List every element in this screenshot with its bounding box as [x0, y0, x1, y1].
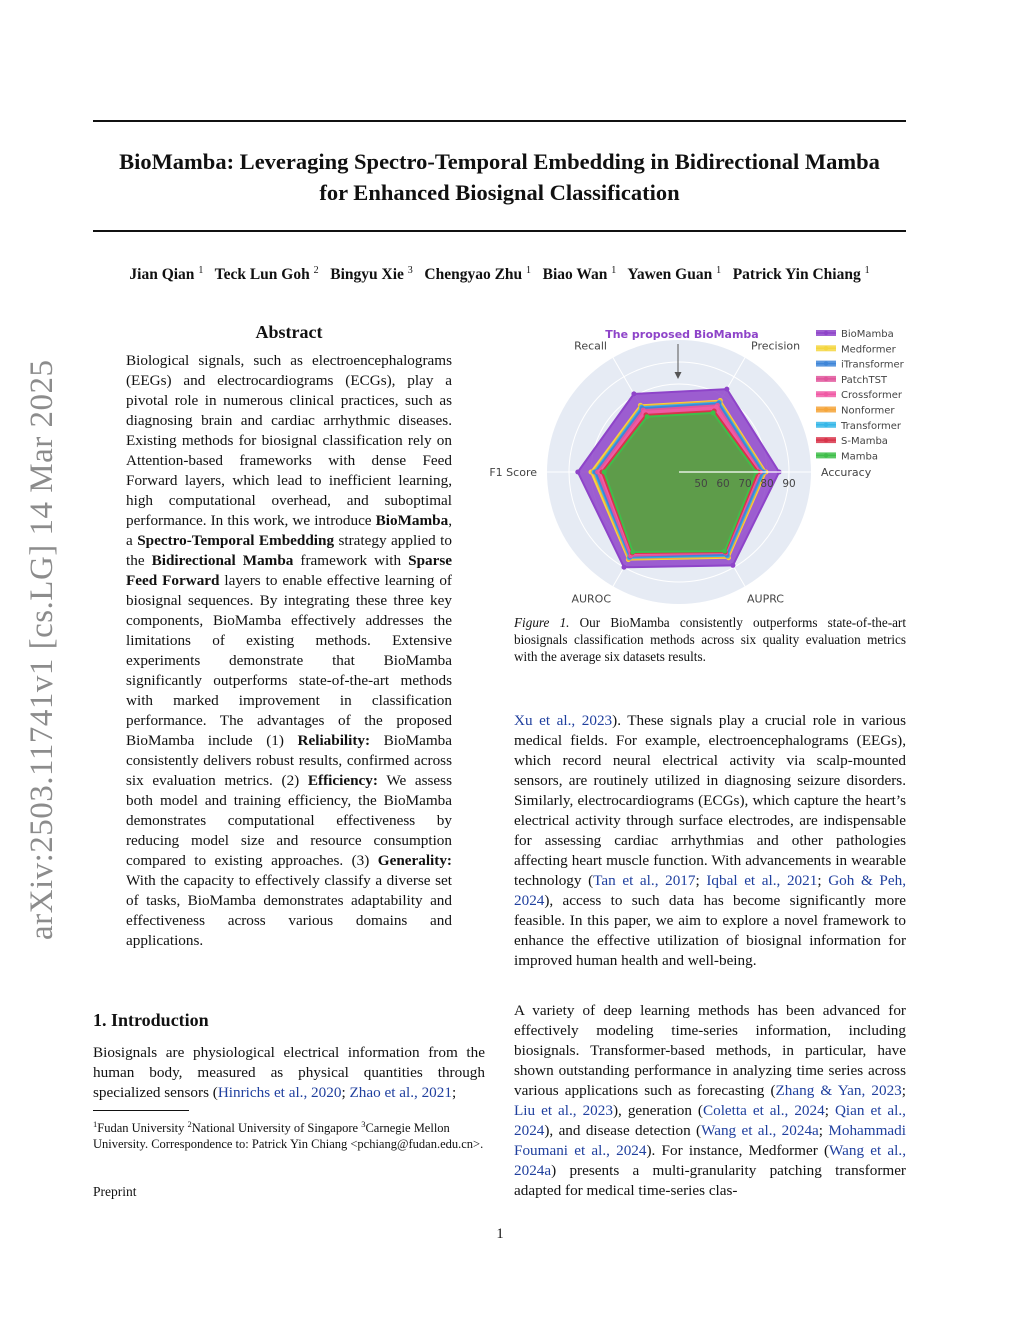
legend-label: PatchTST: [841, 374, 888, 386]
radial-tick-label: 60: [716, 478, 730, 490]
radial-tick-label: 80: [760, 478, 774, 490]
legend-label: S-Mamba: [841, 436, 888, 448]
author: Patrick Yin Chiang $^1$: [732, 265, 870, 284]
radar-chart: [489, 322, 910, 607]
author: Bingyu Xie $^3$: [330, 265, 413, 284]
citation-link[interactable]: Mohammadi Foumani et al., 2024: [514, 1122, 906, 1159]
legend-marker: [824, 377, 828, 381]
axis-label: AUPRC: [747, 592, 784, 606]
radar-point: [645, 414, 650, 419]
axis-label: Precision: [751, 339, 801, 353]
citation-link[interactable]: Iqbal et al., 2021: [706, 872, 818, 889]
author: Jian Qian $^1$: [129, 265, 204, 284]
radar-point: [730, 563, 735, 568]
radial-tick-label: 50: [694, 478, 708, 490]
section-heading-introduction: 1. Introduction: [93, 1010, 209, 1030]
radial-tick-label: 90: [782, 478, 796, 490]
author: Biao Wan $^1$: [542, 265, 617, 284]
citation-link[interactable]: Zhang & Yan, 2023: [775, 1082, 902, 1099]
axis-label: AUROC: [571, 592, 611, 606]
radial-tick-label: 70: [738, 478, 752, 490]
title-rule-top: [93, 120, 906, 122]
legend-marker: [824, 392, 828, 396]
author-list: [93, 265, 906, 284]
legend-marker: [824, 346, 828, 350]
page-number: 1: [496, 1226, 504, 1242]
radar-point: [631, 391, 636, 396]
citation-link[interactable]: Goh & Peh, 2024: [514, 872, 906, 909]
axis-label: Accuracy: [821, 466, 872, 479]
radar-point: [622, 565, 627, 570]
author: Yawen Guan $^1$: [627, 265, 722, 284]
arxiv-sidebar-stamp: arXiv:2503.11741v1 [cs.LG] 14 Mar 2025: [24, 359, 60, 940]
legend-label: BioMamba: [841, 329, 894, 340]
radar-point: [724, 387, 729, 392]
citation-link[interactable]: Hinrichs et al., 2020: [217, 1084, 342, 1101]
legend-marker: [824, 331, 828, 335]
axis-label: Recall: [574, 339, 607, 353]
citation-link[interactable]: Wang et al., 2024a: [514, 1142, 906, 1179]
title-line-2: for Enhanced Biosignal Classification: [319, 180, 680, 205]
figure-caption: Figure 1. Our BioMamba consistently outperforms state-of-the-art biosignals classification methods across six quality evaluation metrics with the average six datasets results.: [514, 615, 906, 664]
legend-label: Mamba: [841, 451, 878, 463]
affiliation-footnote: $^1$Fudan University $^2$National University of Singapore $^3$Carnegie Mellon University. Correspondence to: Patrick Yin Chiang <pchiang@fudan.edu.cn>.: [93, 1119, 484, 1152]
legend-label: iTransformer: [841, 359, 904, 371]
footnote-rule: [93, 1110, 189, 1111]
paper-title: [93, 146, 906, 208]
legend-label: Transformer: [841, 420, 902, 432]
abstract-body: Biological signals, such as electroencephalograms (EEGs) and electrocardiograms (ECGs), play a pivotal role in numerous clinical practices, such as diagnosing brain and cardiac arrhythmic diseases. Existing methods for biosignal classification rely on Attention-based frameworks with dense Feed Forward layers, which lead to inefficient learning, high computational overhead, and suboptimal performance. In this work, we introduce BioMamba, a Spectro-Temporal Embedding strategy applied to the Bidirectional Mamba framework with Sparse Feed Forward layers to enable effective learning of biosignal sequences. By integrating these three key components, BioMamba effectively addresses the limitations of existing methods. Extensive experiments demonstrate that BioMamba significantly outperforms state-of-the-art methods with marked improvement in classification performance. The advantages of the proposed BioMamba include (1) Reliability: BioMamba consistently delivers robust results, confirmed across six evaluation metrics. (2) Efficiency: We assess both model and training efficiency, the BioMamba demonstrates computational effectiveness by reducing model size and resource consumption compared to existing approaches. (3) Generality: With the capacity to effectively classify a diverse set of tasks, BioMamba demonstrates adaptability and effectiveness across various domains and applications.: [126, 352, 453, 949]
citation-link[interactable]: Zhao et al., 2021: [349, 1084, 452, 1101]
legend-marker: [824, 361, 828, 365]
legend-label: Medformer: [841, 344, 896, 356]
title-rule-bottom: [93, 230, 906, 232]
radar-point: [722, 549, 727, 554]
citation-link[interactable]: Coletta et al., 2024: [702, 1102, 825, 1119]
legend-marker: [824, 453, 828, 457]
citation-link[interactable]: Xu et al., 2023: [514, 712, 613, 729]
title-line-1: BioMamba: Leveraging Spectro-Temporal Embedding in Bidirectional Mamba: [119, 149, 880, 174]
chart-annotation: The proposed BioMamba: [605, 328, 759, 341]
right-col-paragraph-1: Xu et al., 2023). These signals play a crucial role in various medical fields. For example, electroencephalograms (EEGs), which record neural electrical activity via scalp-mounted sensors, are routinely utilized in diagnosing seizure disorders. Similarly, electrocardiograms (ECGs), which capture the heart’s electrical activity through surface electrodes, are indispensable for assessing cardiac arrhythmias and other pathologies affecting heart muscle function. With advancements in wearable technology (Tan et al., 2017; Iqbal et al., 2021; Goh & Peh, 2024), access to such data has become significantly more feasible. In this paper, we aim to explore a novel framework to enhance the effective utilization of biosignal information for improved human health and well-being.: [514, 712, 906, 969]
legend-marker: [824, 407, 828, 411]
abstract-heading: Abstract: [255, 322, 323, 342]
right-col-paragraph-2: A variety of deep learning methods has been advanced for effectively modeling time-series information, including biosignals. Transformer-based methods, in particular, have shown outstanding performance in analyzing time series across various applications such as forecasting (Zhang & Yan, 2023; Liu et al., 2023), generation (Coletta et al., 2024; Qian et al., 2024), and disease detection (Wang et al., 2024a; Mohammadi Foumani et al., 2024). For instance, Medformer (Wang et al., 2024a) presents a multi-granularity patching transformer adapted for medical time-series clas-: [514, 1002, 906, 1199]
citation-link[interactable]: Qian et al., 2024: [514, 1102, 906, 1139]
citation-link[interactable]: Liu et al., 2023: [514, 1102, 613, 1119]
legend-marker: [824, 438, 828, 442]
preprint-label: Preprint: [93, 1184, 137, 1199]
radar-point: [602, 470, 607, 475]
axis-label: F1 Score: [489, 466, 537, 479]
citation-link[interactable]: Wang et al., 2024a: [701, 1122, 819, 1139]
legend-label: Crossformer: [841, 390, 902, 402]
radar-point: [630, 550, 635, 555]
author: Teck Lun Goh $^2$: [214, 265, 319, 284]
radar-point: [575, 470, 580, 475]
radar-point: [711, 410, 716, 415]
author: Chengyao Zhu $^1$: [424, 265, 532, 284]
legend-marker: [824, 423, 828, 427]
intro-paragraph: Biosignals are physiological electrical information from the human body, measured as physical quantities through specialized sensors (Hinrichs et al., 2020; Zhao et al., 2021;: [93, 1044, 485, 1101]
legend-label: Nonformer: [841, 405, 895, 417]
citation-link[interactable]: Tan et al., 2017: [593, 872, 696, 889]
